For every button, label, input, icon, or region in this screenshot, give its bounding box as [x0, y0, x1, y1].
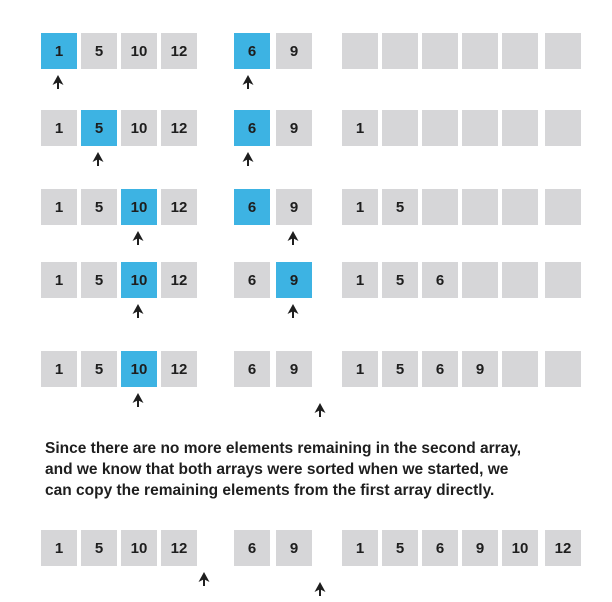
- second-array-pointer-icon: [286, 304, 300, 318]
- merged-array-cell: 1: [342, 262, 378, 298]
- second-array-cell: 9: [276, 33, 312, 69]
- merged-array-cell: [502, 33, 538, 69]
- caption-line-1: Since there are no more elements remaining in the second array,: [45, 440, 522, 457]
- second-array-cell: 9: [276, 530, 312, 566]
- merged-array-cell: 6: [422, 262, 458, 298]
- first-array-cell: 12: [161, 189, 197, 225]
- caption-line-2: and we know that both arrays were sorted when we started, we: [45, 461, 509, 478]
- second-array-cell: 9: [276, 262, 312, 298]
- merged-array-cell: 9: [462, 530, 498, 566]
- merged-array-cell: [342, 33, 378, 69]
- second-array-pointer-icon: [241, 75, 255, 89]
- second-array-cell: 6: [234, 33, 270, 69]
- merged-array-cell: [545, 262, 581, 298]
- merge-explanation-caption: [45, 438, 585, 501]
- first-array-cell: 1: [41, 351, 77, 387]
- merged-array-cell: [422, 110, 458, 146]
- merged-array-cell: 1: [342, 530, 378, 566]
- merged-array-cell: 5: [382, 262, 418, 298]
- merged-array-cell: [502, 189, 538, 225]
- first-array-pointer-icon: [51, 75, 65, 89]
- first-array-pointer-icon: [91, 152, 105, 166]
- merged-array-cell: 5: [382, 351, 418, 387]
- merged-array-cell: 6: [422, 351, 458, 387]
- second-array-cell: 9: [276, 351, 312, 387]
- first-array-cell: 1: [41, 530, 77, 566]
- merged-array-cell: [462, 189, 498, 225]
- merged-array-cell: [545, 33, 581, 69]
- first-array-cell: 5: [81, 33, 117, 69]
- first-array-pointer-icon: [131, 393, 145, 407]
- first-array-cell: 1: [41, 262, 77, 298]
- merged-array-cell: 10: [502, 530, 538, 566]
- first-array-cell: 5: [81, 262, 117, 298]
- first-array-cell: 12: [161, 530, 197, 566]
- caption-line-3: can copy the remaining elements from the first array directly.: [45, 482, 495, 499]
- merged-array-cell: [545, 110, 581, 146]
- second-array-pointer-icon: [241, 152, 255, 166]
- merged-array-cell: [422, 189, 458, 225]
- second-array-pointer-icon: [286, 231, 300, 245]
- second-array-cell: 6: [234, 110, 270, 146]
- merged-array-cell: 5: [382, 189, 418, 225]
- second-array-cell: 6: [234, 351, 270, 387]
- merged-array-cell: 12: [545, 530, 581, 566]
- first-array-cell: 5: [81, 189, 117, 225]
- merged-array-cell: [502, 351, 538, 387]
- first-array-cell: 5: [81, 110, 117, 146]
- merged-array-cell: [382, 33, 418, 69]
- first-array-cell: 10: [121, 351, 157, 387]
- first-array-cell: 5: [81, 530, 117, 566]
- first-array-pointer-icon: [131, 231, 145, 245]
- merged-array-cell: [545, 189, 581, 225]
- first-array-cell: 5: [81, 351, 117, 387]
- first-array-cell: 12: [161, 351, 197, 387]
- first-array-cell: 10: [121, 110, 157, 146]
- merged-array-cell: [462, 262, 498, 298]
- merged-array-cell: 1: [342, 110, 378, 146]
- first-array-cell: 1: [41, 110, 77, 146]
- merged-array-cell: [462, 33, 498, 69]
- first-array-cell: 12: [161, 262, 197, 298]
- first-array-cell: 10: [121, 33, 157, 69]
- merged-array-cell: 5: [382, 530, 418, 566]
- second-array-cell: 6: [234, 530, 270, 566]
- merged-array-cell: [545, 351, 581, 387]
- first-array-cell: 1: [41, 33, 77, 69]
- first-array-cell: 10: [121, 530, 157, 566]
- merged-array-cell: [502, 110, 538, 146]
- second-array-pointer-icon: [313, 403, 327, 417]
- second-array-cell: 6: [234, 262, 270, 298]
- first-array-cell: 12: [161, 110, 197, 146]
- first-array-cell: 10: [121, 189, 157, 225]
- first-array-cell: 12: [161, 33, 197, 69]
- merged-array-cell: 6: [422, 530, 458, 566]
- first-array-pointer-icon: [197, 572, 211, 586]
- first-array-cell: 1: [41, 189, 77, 225]
- first-array-cell: 10: [121, 262, 157, 298]
- merged-array-cell: [422, 33, 458, 69]
- merged-array-cell: [462, 110, 498, 146]
- second-array-pointer-icon: [313, 582, 327, 596]
- merged-array-cell: [502, 262, 538, 298]
- merged-array-cell: 9: [462, 351, 498, 387]
- merged-array-cell: 1: [342, 189, 378, 225]
- second-array-cell: 9: [276, 189, 312, 225]
- merged-array-cell: 1: [342, 351, 378, 387]
- second-array-cell: 6: [234, 189, 270, 225]
- merged-array-cell: [382, 110, 418, 146]
- second-array-cell: 9: [276, 110, 312, 146]
- first-array-pointer-icon: [131, 304, 145, 318]
